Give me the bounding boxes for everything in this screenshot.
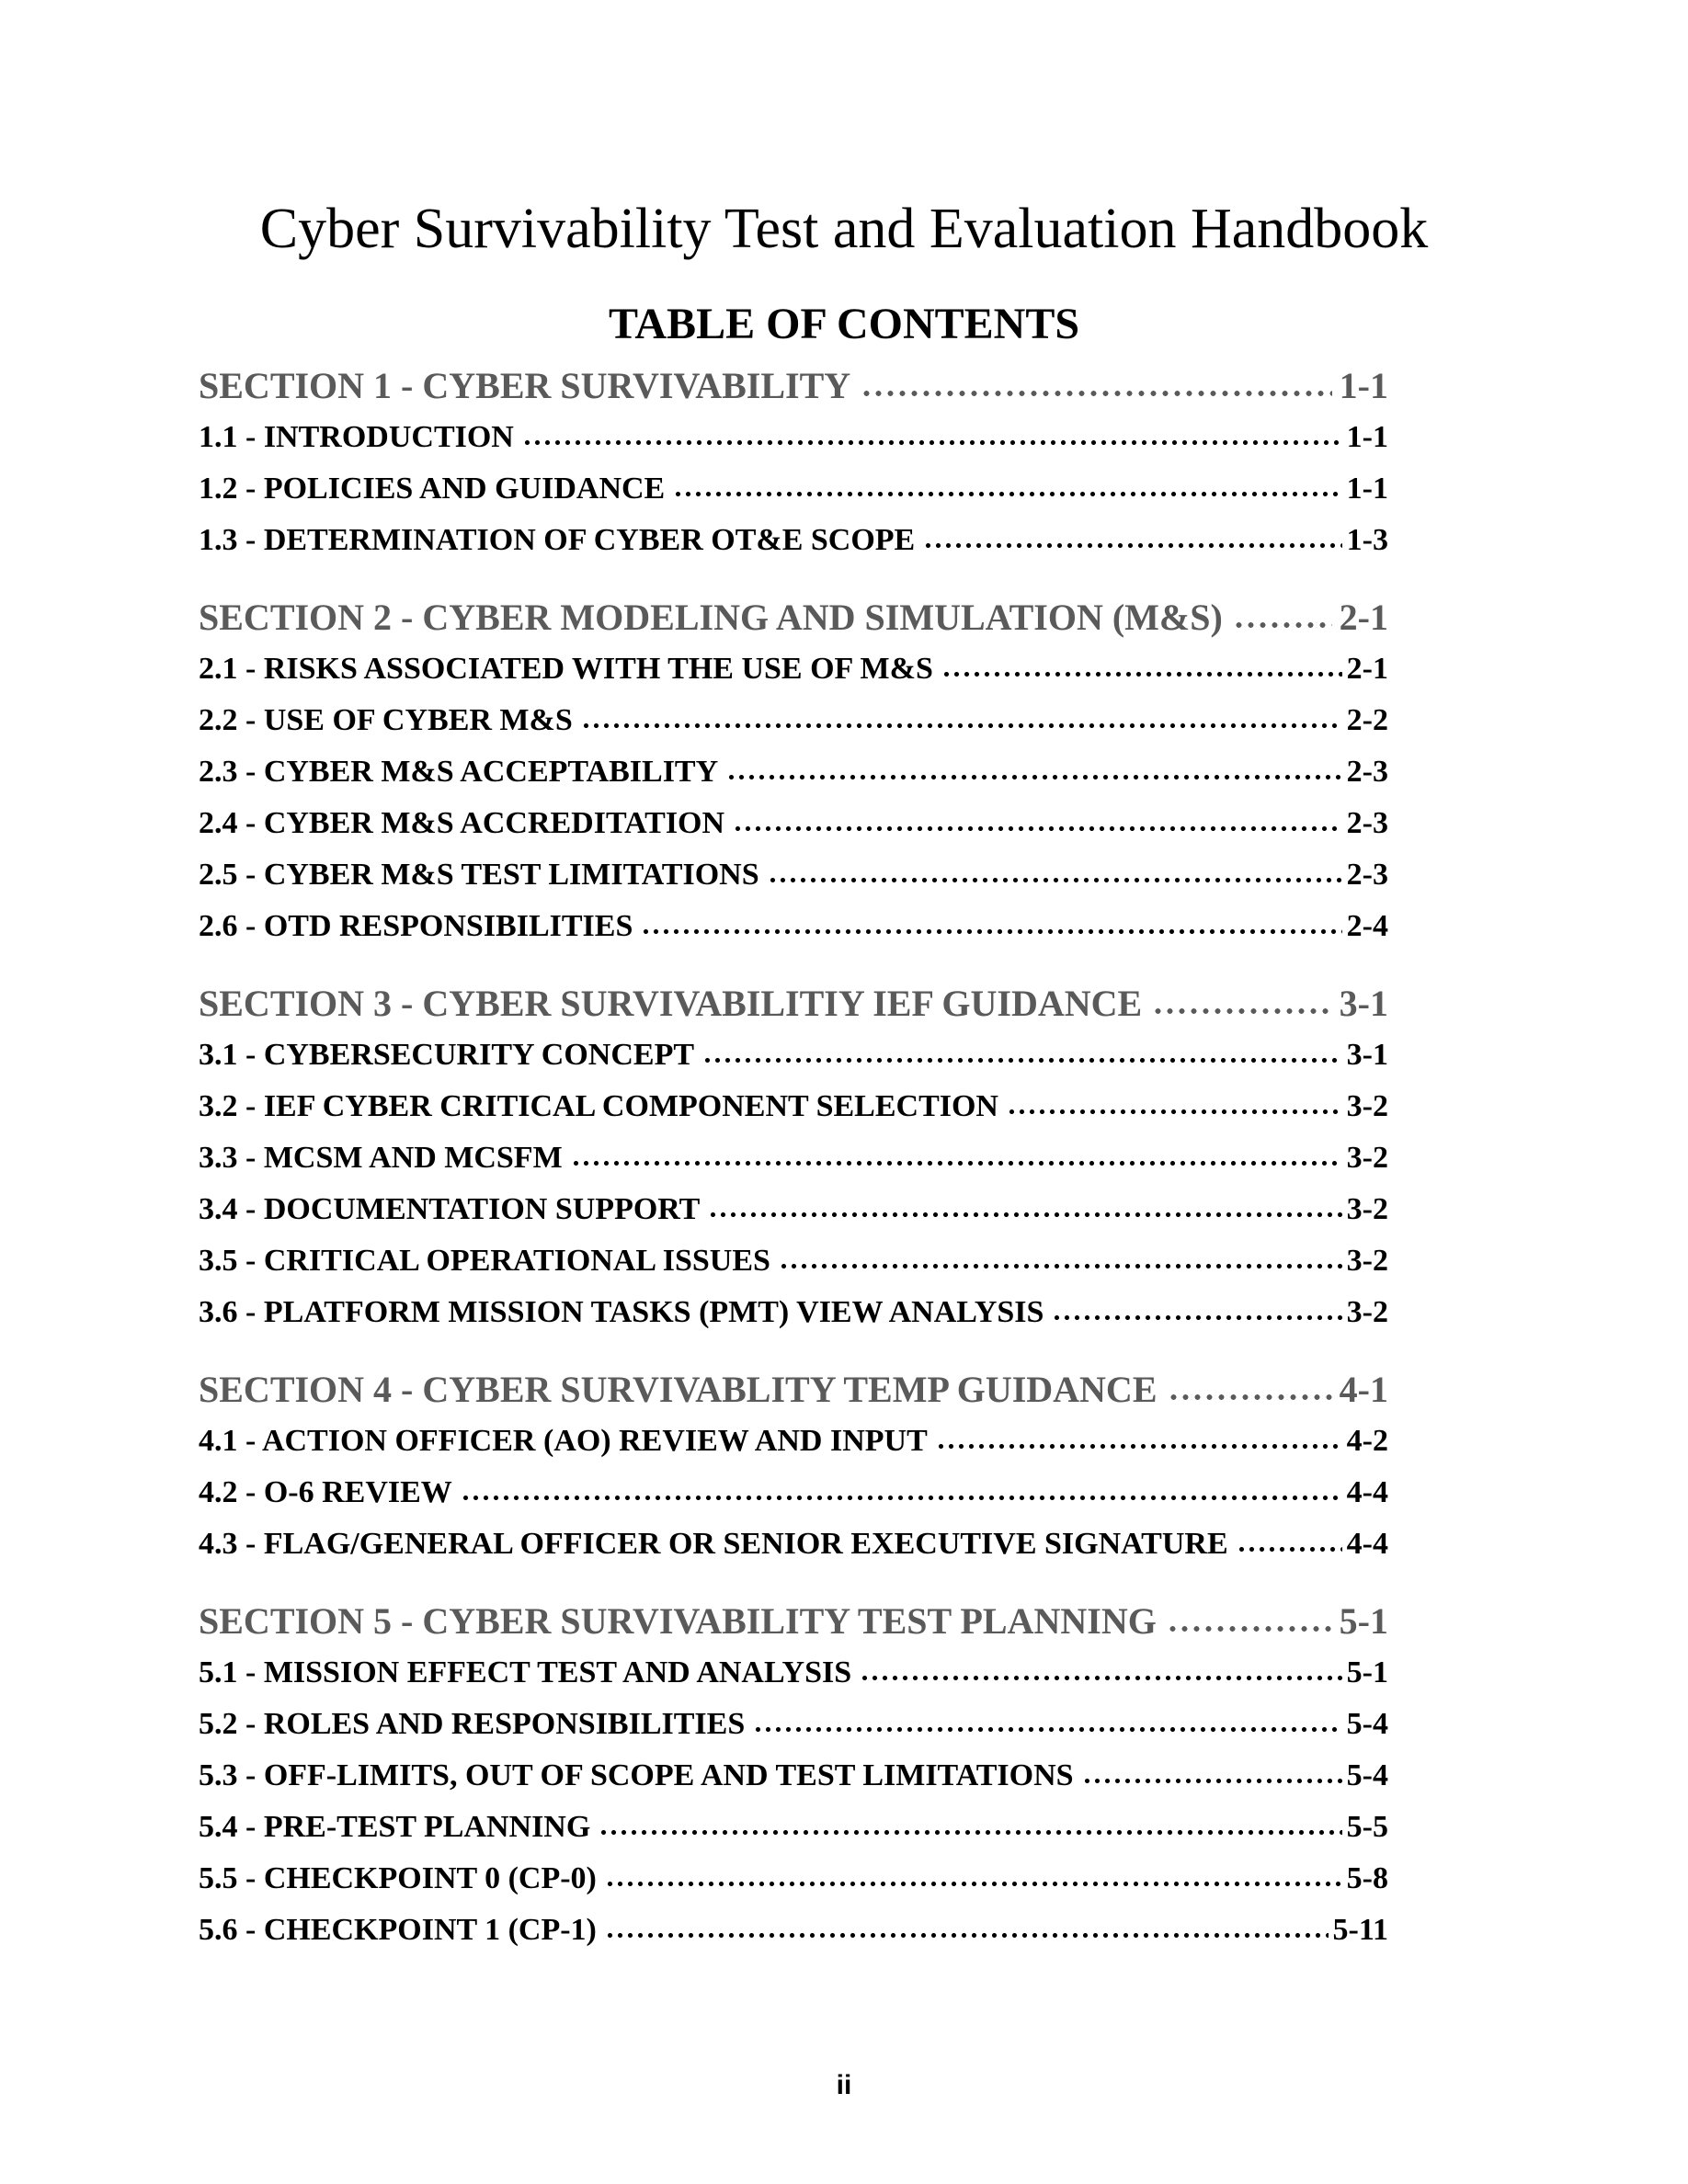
dot-leader bbox=[702, 1058, 1342, 1064]
page-number-footer: ii bbox=[836, 2070, 852, 2100]
dot-leader bbox=[1237, 1547, 1342, 1553]
dot-leader bbox=[861, 391, 1332, 398]
toc-entry-page: 5-4 bbox=[1346, 1707, 1388, 1741]
toc-entry-page: 2-2 bbox=[1346, 703, 1388, 737]
toc-entry-label: 3.6 - PLATFORM MISSION TASKS (PMT) VIEW ANALYSIS bbox=[199, 1295, 1044, 1329]
toc-entry-page: 5-4 bbox=[1346, 1758, 1388, 1792]
toc-section-page: 3-1 bbox=[1339, 983, 1388, 1024]
dot-leader bbox=[1007, 1109, 1342, 1116]
toc-heading: TABLE OF CONTENTS bbox=[608, 300, 1080, 349]
dot-leader bbox=[605, 1933, 1329, 1939]
toc-entry bbox=[199, 1184, 1388, 1235]
toc-section-heading bbox=[199, 1596, 1388, 1647]
toc-entry bbox=[199, 643, 1388, 695]
toc-entry-label: 1.1 - INTRODUCTION bbox=[199, 420, 514, 454]
toc-entry-page: 2-4 bbox=[1346, 909, 1388, 943]
dot-leader bbox=[1152, 1008, 1331, 1016]
toc-entry-label: 3.2 - IEF CYBER CRITICAL COMPONENT SELECTION bbox=[199, 1089, 998, 1123]
toc-entry-label: 3.1 - CYBERSECURITY CONCEPT bbox=[199, 1038, 695, 1072]
toc-entry-page: 3-2 bbox=[1346, 1141, 1388, 1175]
toc-entry bbox=[199, 1905, 1388, 1956]
toc-section-label: SECTION 3 - CYBER SURVIVABILITIY IEF GUIDANCE bbox=[199, 983, 1143, 1024]
toc-entry bbox=[199, 1647, 1388, 1699]
toc-entry bbox=[199, 849, 1388, 901]
toc-entry bbox=[199, 901, 1388, 952]
toc-entry bbox=[199, 1699, 1388, 1750]
toc-entry-page: 2-1 bbox=[1346, 652, 1388, 686]
dot-leader bbox=[522, 440, 1342, 447]
toc-section-label: SECTION 5 - CYBER SURVIVABILITY TEST PLANNING bbox=[199, 1600, 1157, 1642]
dot-leader bbox=[599, 1830, 1341, 1837]
toc-entry bbox=[199, 1287, 1388, 1338]
toc-entry-page: 3-2 bbox=[1346, 1295, 1388, 1329]
toc-entry-label: 5.4 - PRE-TEST PLANNING bbox=[199, 1810, 591, 1844]
dot-leader bbox=[1082, 1779, 1342, 1785]
toc-entry bbox=[199, 1132, 1388, 1184]
document-header bbox=[199, 197, 1489, 349]
toc-entry-label: 2.1 - RISKS ASSOCIATED WITH THE USE OF M&S bbox=[199, 652, 933, 686]
toc-entry-page: 3-2 bbox=[1346, 1244, 1388, 1278]
toc-entry-label: 4.3 - FLAG/GENERAL OFFICER OR SENIOR EXECUTIVE SIGNATURE bbox=[199, 1527, 1228, 1561]
dot-leader bbox=[1167, 1626, 1332, 1633]
toc-entry bbox=[199, 1519, 1388, 1570]
toc-entry bbox=[199, 1467, 1388, 1519]
dot-leader bbox=[1052, 1315, 1341, 1322]
toc-entry bbox=[199, 412, 1388, 463]
toc-entry-page: 4-4 bbox=[1346, 1475, 1388, 1509]
toc-entry-page: 4-2 bbox=[1346, 1424, 1388, 1458]
toc-entry bbox=[199, 1029, 1388, 1081]
toc-section-heading bbox=[199, 592, 1388, 643]
toc-section-label: SECTION 4 - CYBER SURVIVABLITY TEMP GUIDANCE bbox=[199, 1369, 1158, 1410]
toc-section-label: SECTION 1 - CYBER SURVIVABILITY bbox=[199, 365, 851, 406]
toc-entry-label: 5.5 - CHECKPOINT 0 (CP-0) bbox=[199, 1861, 597, 1895]
toc-entry-label: 3.4 - DOCUMENTATION SUPPORT bbox=[199, 1192, 701, 1226]
toc-entry-label: 5.2 - ROLES AND RESPONSIBILITIES bbox=[199, 1707, 746, 1741]
dot-leader bbox=[860, 1676, 1342, 1682]
toc-entry-page: 3-1 bbox=[1346, 1038, 1388, 1072]
toc-entry-page: 2-3 bbox=[1346, 858, 1388, 892]
toc-entry-page: 3-2 bbox=[1346, 1192, 1388, 1226]
toc-entry-label: 4.1 - ACTION OFFICER (AO) REVIEW AND INPUT bbox=[199, 1424, 928, 1458]
toc-entry bbox=[199, 798, 1388, 849]
toc-entry-page: 5-1 bbox=[1346, 1655, 1388, 1689]
toc-entry-label: 5.6 - CHECKPOINT 1 (CP-1) bbox=[199, 1913, 597, 1947]
toc-section-heading bbox=[199, 978, 1388, 1029]
toc-section-page: 2-1 bbox=[1339, 597, 1388, 638]
dot-leader bbox=[779, 1264, 1342, 1270]
toc-entry bbox=[199, 463, 1388, 515]
toc-entry bbox=[199, 1750, 1388, 1802]
toc-section-page: 1-1 bbox=[1339, 365, 1388, 406]
dot-leader bbox=[581, 723, 1342, 730]
dot-leader bbox=[708, 1212, 1341, 1219]
dot-leader bbox=[733, 826, 1342, 833]
dot-leader bbox=[1233, 622, 1332, 630]
toc-entry-page: 1-1 bbox=[1346, 472, 1388, 506]
toc-entry-label: 2.5 - CYBER M&S TEST LIMITATIONS bbox=[199, 858, 759, 892]
dot-leader bbox=[726, 775, 1342, 781]
toc-entry-label: 2.3 - CYBER M&S ACCEPTABILITY bbox=[199, 755, 719, 789]
dot-leader bbox=[941, 672, 1342, 678]
dot-leader bbox=[641, 929, 1341, 936]
toc-entry-label: 3.5 - CRITICAL OPERATIONAL ISSUES bbox=[199, 1244, 770, 1278]
dot-leader bbox=[461, 1496, 1342, 1502]
dot-leader bbox=[923, 543, 1341, 550]
toc-entry-page: 3-2 bbox=[1346, 1089, 1388, 1123]
toc-entry bbox=[199, 1853, 1388, 1905]
toc-entry bbox=[199, 1081, 1388, 1132]
toc-entry bbox=[199, 1802, 1388, 1853]
toc-entry bbox=[199, 1416, 1388, 1467]
document-title: Cyber Survivability Test and Evaluation Handbook bbox=[259, 198, 1429, 260]
toc-entry-page: 5-5 bbox=[1346, 1810, 1388, 1844]
dot-leader bbox=[605, 1882, 1342, 1888]
dot-leader bbox=[768, 878, 1342, 884]
dot-leader bbox=[571, 1161, 1342, 1167]
dot-leader bbox=[753, 1727, 1341, 1734]
toc-entry-page: 5-8 bbox=[1346, 1861, 1388, 1895]
toc-entry-page: 1-1 bbox=[1346, 420, 1388, 454]
toc-entry bbox=[199, 515, 1388, 566]
dot-leader bbox=[673, 492, 1341, 498]
toc-section-heading bbox=[199, 360, 1388, 412]
toc-entry-page: 4-4 bbox=[1346, 1527, 1388, 1561]
toc-entry bbox=[199, 1235, 1388, 1287]
toc-section-label: SECTION 2 - CYBER MODELING AND SIMULATION (M&S) bbox=[199, 597, 1223, 638]
toc-entry-page: 2-3 bbox=[1346, 806, 1388, 840]
toc-section-page: 4-1 bbox=[1339, 1369, 1388, 1410]
toc-entry-label: 1.3 - DETERMINATION OF CYBER OT&E SCOPE bbox=[199, 523, 916, 557]
toc-entry-label: 2.4 - CYBER M&S ACCREDITATION bbox=[199, 806, 725, 840]
toc-entry-label: 3.3 - MCSM AND MCSFM bbox=[199, 1141, 563, 1175]
toc-entry-page: 5-11 bbox=[1332, 1913, 1388, 1947]
toc-entry-label: 2.2 - USE OF CYBER M&S bbox=[199, 703, 573, 737]
toc-list bbox=[199, 360, 1388, 1956]
toc-entry-page: 2-3 bbox=[1346, 755, 1388, 789]
toc-entry-label: 2.6 - OTD RESPONSIBILITIES bbox=[199, 909, 633, 943]
toc-entry bbox=[199, 746, 1388, 798]
toc-entry bbox=[199, 695, 1388, 746]
dot-leader bbox=[1168, 1394, 1332, 1402]
toc-entry-label: 5.1 - MISSION EFFECT TEST AND ANALYSIS bbox=[199, 1655, 852, 1689]
toc-entry-label: 5.3 - OFF-LIMITS, OUT OF SCOPE AND TEST LIMITATIONS bbox=[199, 1758, 1074, 1792]
toc-entry-label: 1.2 - POLICIES AND GUIDANCE bbox=[199, 472, 666, 506]
toc-entry-page: 1-3 bbox=[1346, 523, 1388, 557]
toc-entry-label: 4.2 - O-6 REVIEW bbox=[199, 1475, 452, 1509]
toc-section-page: 5-1 bbox=[1339, 1600, 1388, 1642]
toc-section-heading bbox=[199, 1364, 1388, 1416]
dot-leader bbox=[936, 1444, 1342, 1450]
